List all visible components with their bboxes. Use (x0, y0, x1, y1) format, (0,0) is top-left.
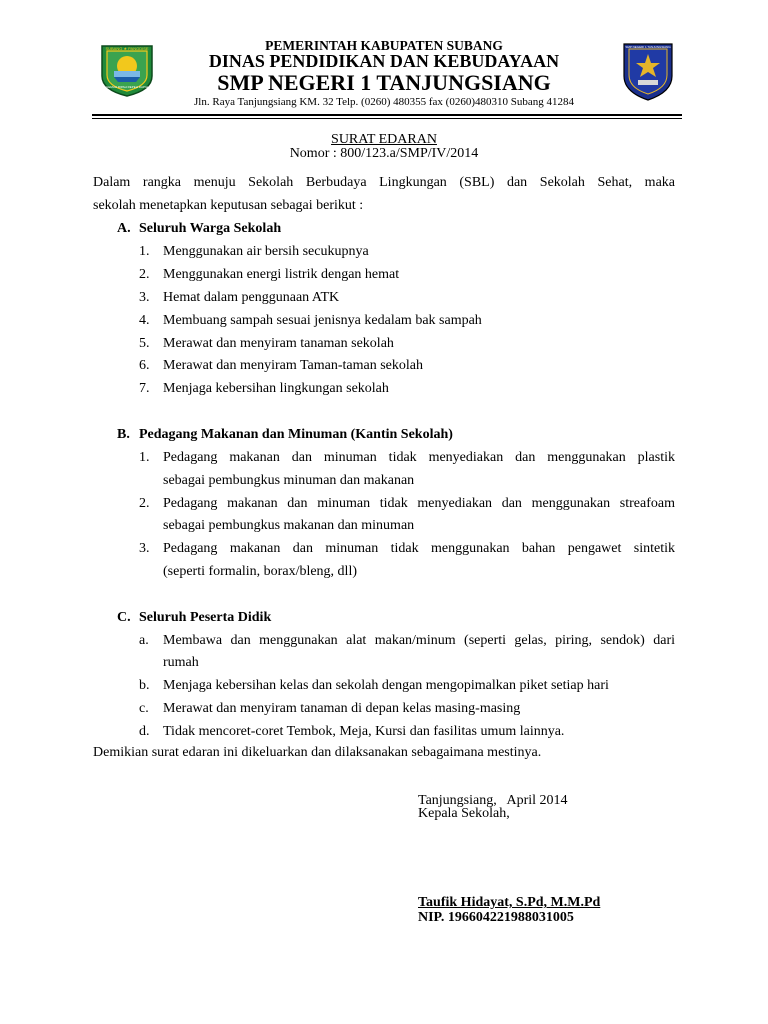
section-c-item-letter: c. (139, 701, 149, 716)
section-b-item-line: Pedagang makanan dan minuman tidak menyediakan dan menggunakan streafoam (163, 496, 675, 511)
svg-text:GEMAH RIPAH REPEH RAPIH: GEMAH RIPAH REPEH RAPIH (106, 85, 148, 89)
section-b-item-line: sebagai pembungkus minuman dan makanan (163, 473, 415, 488)
section-b-item-line: (seperti formalin, borax/bleng, dll) (163, 564, 357, 579)
section-c-item-line: Tidak mencoret-coret Tembok, Meja, Kursi dan fasilitas umum lainnya. (163, 724, 565, 739)
section-c-item-line: Merawat dan menyiram tanaman di depan kelas masing-masing (163, 701, 521, 716)
section-a-item-text: Merawat dan menyiram Taman-taman sekolah (163, 358, 423, 373)
svg-text:SUBANG ★ PANGDISE: SUBANG ★ PANGDISE (105, 46, 149, 51)
svg-text:SMP NEGERI 1 TANJUNGSIANG: SMP NEGERI 1 TANJUNGSIANG (625, 45, 671, 49)
section-b-marker: B. (117, 427, 130, 442)
section-a-item-text: Menggunakan air bersih secukupnya (163, 244, 369, 259)
section-b-item-line: Pedagang makanan dan minuman tidak menggunakan bahan pengawet sintetik (163, 541, 675, 556)
section-a-item-number: 6. (139, 358, 150, 373)
section-c-marker: C. (117, 610, 131, 625)
closing-statement: Demikian surat edaran ini dikeluarkan dan dilaksanakan sebagaimana mestinya. (93, 745, 542, 760)
section-a-item-number: 3. (139, 290, 150, 305)
letterhead-address: Jln. Raya Tanjungsiang KM. 32 Telp. (0260) 480355 fax (0260)480310 Subang 41284 (194, 96, 574, 108)
section-a-item-text: Merawat dan menyiram tanaman sekolah (163, 336, 394, 351)
signature-place-date: Tanjungsiang, April 2014 (418, 793, 568, 808)
section-c-item-line: Membawa dan menggunakan alat makan/minum (seperti gelas, piring, sendok) dari (163, 633, 675, 648)
section-b-item-line: sebagai pembungkus makanan dan minuman (163, 518, 415, 533)
section-c-item-letter: b. (139, 678, 150, 693)
section-c-item-letter: a. (139, 633, 149, 648)
section-a-item-number: 5. (139, 336, 150, 351)
section-c-item-line: Menjaga kebersihan kelas dan sekolah dengan mengopimalkan piket setiap hari (163, 678, 609, 693)
section-b-item-number: 1. (139, 450, 150, 465)
letter-number: Nomor : 800/123.a/SMP/IV/2014 (289, 146, 479, 161)
section-c-item-letter: d. (139, 724, 150, 739)
section-a-marker: A. (117, 221, 131, 236)
letter-title: SURAT EDARAN (331, 132, 437, 147)
signature-name: Taufik Hidayat, S.Pd, M.M.Pd (418, 895, 601, 910)
letterhead-government: PEMERINTAH KABUPATEN SUBANG (265, 38, 503, 53)
section-a-heading: Seluruh Warga Sekolah (139, 221, 282, 236)
section-a-item-number: 4. (139, 313, 150, 328)
section-a-item-text: Menggunakan energi listrik dengan hemat (163, 267, 400, 282)
section-a-item-text: Membuang sampah sesuai jenisnya kedalam bak sampah (163, 313, 482, 328)
signature-position: Kepala Sekolah, (418, 806, 510, 821)
letterhead-rule-thin (92, 118, 682, 119)
section-b-item-number: 3. (139, 541, 150, 556)
section-a-item-number: 1. (139, 244, 150, 259)
letterhead-department: DINAS PENDIDIKAN DAN KEBUDAYAAN (208, 51, 560, 71)
section-b-item-number: 2. (139, 496, 150, 511)
intro-line-2: sekolah menetapkan keputusan sebagai berikut : (93, 198, 364, 213)
section-c-item-line: rumah (163, 655, 199, 670)
section-b-item-line: Pedagang makanan dan minuman tidak menyediakan dan menggunakan plastik (163, 450, 675, 465)
section-a-item-number: 7. (139, 381, 150, 396)
signature-nip: NIP. 196604221988031005 (418, 910, 574, 925)
intro-line-1: Dalam rangka menuju Sekolah Berbudaya Lingkungan (SBL) dan Sekolah Sehat, maka (93, 175, 675, 190)
section-c-heading: Seluruh Peserta Didik (139, 610, 272, 625)
section-b-heading: Pedagang Makanan dan Minuman (Kantin Sekolah) (139, 427, 453, 442)
letterhead-school-name: SMP NEGERI 1 TANJUNGSIANG (217, 70, 551, 95)
section-a-item-text: Menjaga kebersihan lingkungan sekolah (163, 381, 389, 396)
section-a-item-text: Hemat dalam penggunaan ATK (163, 290, 340, 305)
letterhead-rule-thick (92, 114, 682, 116)
section-a-item-number: 2. (139, 267, 150, 282)
